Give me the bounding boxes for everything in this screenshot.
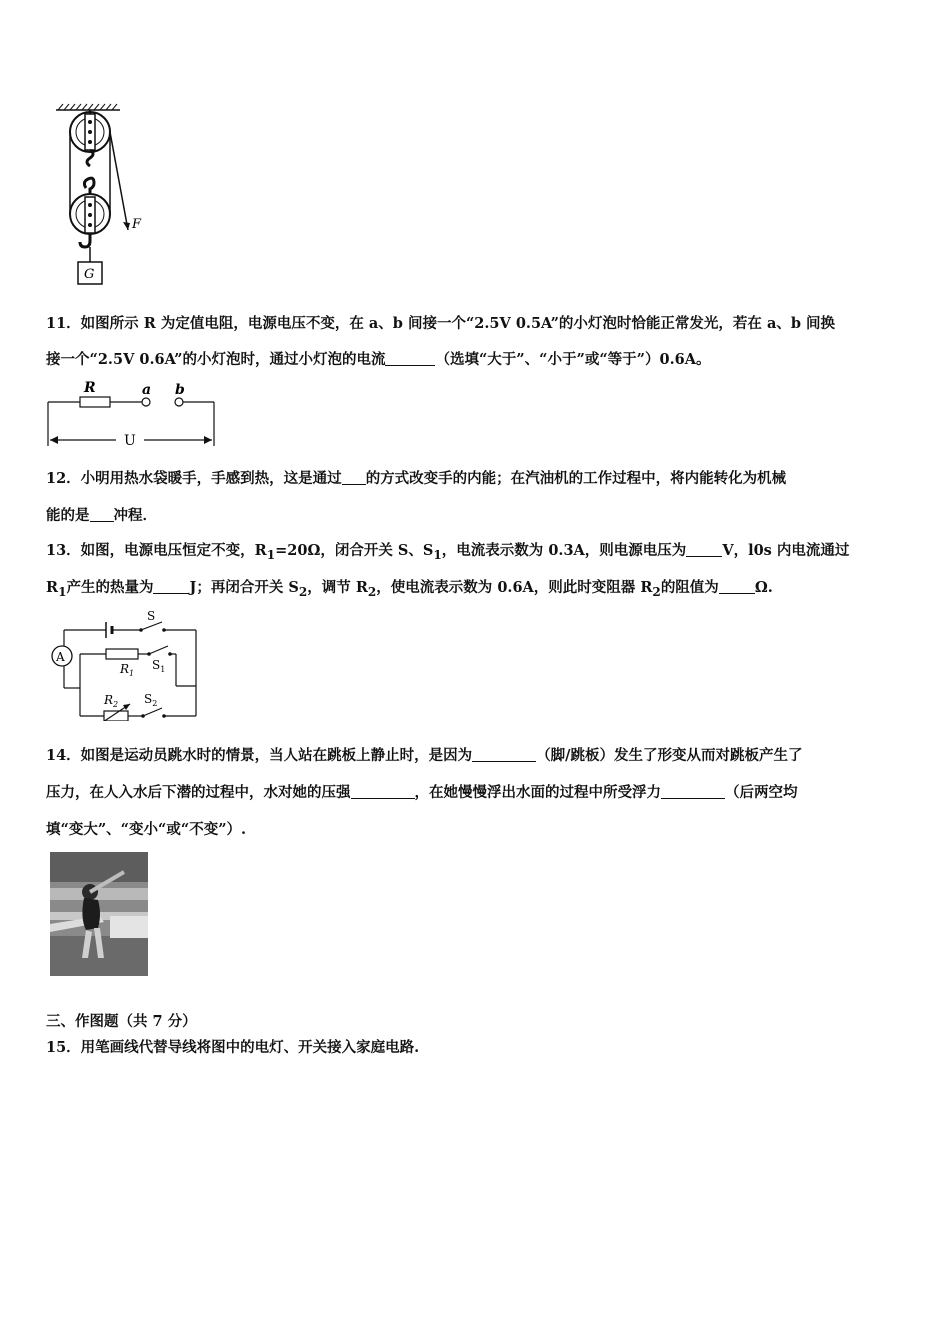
circuit-diagram-q13 (44, 606, 204, 721)
q13-text-9: ，使电流表示数为 0.6A，则此时变阻器 R (376, 579, 653, 596)
q13-text-2: =20Ω，闭合开关 S、S (275, 542, 434, 559)
q14-blank-1 (472, 747, 536, 762)
q11-line2-text: 接一个“2.5V 0.6A”的小灯泡时，通过小灯泡的电流 (46, 351, 386, 368)
q14-line2 (46, 781, 798, 802)
section-3-title: 三、作图题（共 7 分） (46, 1013, 197, 1030)
s2-sub: 2 (152, 699, 158, 708)
q13-line1 (46, 539, 849, 562)
q12-blank-1 (342, 470, 366, 485)
q13-text-4: V，l0s 内电流通过 (722, 542, 850, 559)
terminal-b-label: b (175, 382, 185, 398)
q13-sub-3: 1 (58, 584, 67, 599)
r2-letter: R (104, 693, 114, 707)
r1-sub: 1 (129, 669, 135, 678)
q12-line2-text: 能的是 (46, 507, 90, 524)
q12-line1 (46, 467, 786, 488)
q12-line1-cont: 的方式改变手的内能；在汽油机的工作过程中，将内能转化为机械 (365, 470, 787, 487)
q13-text-7: J；再闭合开关 S (189, 579, 299, 596)
q12-blank-2 (90, 507, 114, 522)
q13-sub-4: 2 (298, 584, 308, 599)
terminal-a-label: a (142, 382, 152, 398)
r1-label (119, 662, 134, 678)
q13-sub-6: 2 (652, 584, 661, 599)
weight-label: G (84, 267, 95, 282)
q13-text-3: ，电流表示数为 0.3A，则电源电压为 (441, 542, 687, 559)
q13-text-1: 13．如图，电源电压恒定不变，R (46, 542, 267, 559)
q13-sub-2: 1 (433, 547, 442, 562)
q14-text-2: （脚/跳板）发生了形变从而对跳板产生了 (536, 747, 803, 764)
s2-label (144, 692, 157, 708)
s1-sub: 1 (160, 665, 166, 674)
voltage-label: U (124, 433, 136, 449)
q13-text-6: 产生的热量为 (66, 579, 154, 596)
circuit-diagram-q11 (44, 378, 224, 450)
q14-text-1: 14．如图是运动员跳水时的情景，当人站在跳板上静止时，是因为 (46, 747, 473, 764)
switch-s-label: S (147, 609, 156, 623)
resistor-label: R (84, 380, 96, 396)
q13-text-11: Ω. (754, 579, 773, 596)
q13-text-10: 的阻值为 (660, 579, 719, 596)
s2-letter: S (144, 692, 153, 706)
q15-text: 15．用笔画线代替导线将图中的电灯、开关接入家庭电路. (46, 1039, 420, 1056)
q12-line2-cont: 冲程． (113, 507, 157, 524)
s1-letter: S (152, 658, 161, 672)
q13-sub-1: 1 (266, 547, 276, 562)
q13-text-5: R (46, 579, 59, 596)
r1-letter: R (120, 662, 130, 676)
q11-line2 (46, 348, 711, 369)
q14-text-3: 压力，在人入水后下潜的过程中，水对她的压强 (46, 784, 351, 801)
q14-text-4: ，在她慢慢浮出水面的过程中所受浮力 (414, 784, 661, 801)
diver-photo-art (50, 852, 148, 976)
r2-sub: 2 (113, 700, 119, 709)
q12-line2 (46, 504, 157, 525)
q13-blank-1 (686, 542, 722, 557)
q14-blank-3 (661, 784, 725, 799)
q13-sub-5: 2 (367, 584, 377, 599)
q13-blank-3 (719, 579, 755, 594)
q11-blank (385, 351, 435, 366)
r2-label (103, 693, 118, 709)
diver-photo (50, 852, 148, 976)
q11-line1: 11．如图所示 R 为定值电阻，电源电压不变，在 a、b 间接一个“2.5V 0.5A”的小灯泡时恰能正常发光，若在 a、b 间换 (46, 315, 836, 332)
pulley-diagram (50, 102, 160, 294)
ammeter-label: A (56, 650, 65, 664)
q13-text-8: ，调节 R (307, 579, 368, 596)
force-label: F (132, 217, 142, 232)
q13-line2 (46, 576, 773, 599)
q11-line2-options: （选填“大于”、“小于”或“等于”）0.6A。 (435, 351, 711, 368)
q12-line1-text: 12．小明用热水袋暖手，手感到热，这是通过 (46, 470, 342, 487)
q14-line3: 填“变大”、“变小“或“不变”）. (46, 821, 247, 838)
q14-line1 (46, 744, 802, 765)
q13-blank-2 (153, 579, 189, 594)
q14-blank-2 (351, 784, 415, 799)
s1-label (152, 658, 165, 674)
q14-text-5: （后两空均 (725, 784, 798, 801)
